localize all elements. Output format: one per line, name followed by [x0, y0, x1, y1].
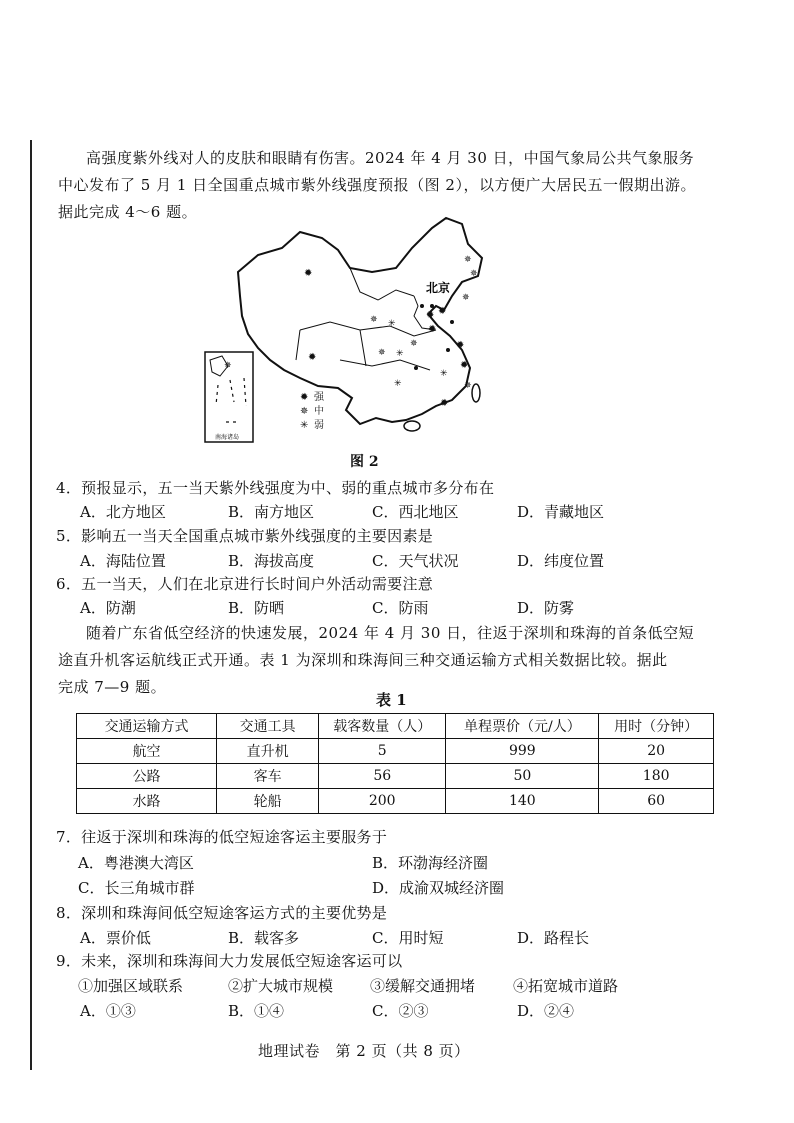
question-9-option-a: A．①③ — [80, 1002, 136, 1020]
question-6-option-a: A．防潮 — [80, 599, 136, 617]
figure-caption: 图 2 — [350, 454, 379, 470]
city-dot — [420, 304, 424, 308]
intro-text-3: 据此完成 4～6 题。 — [58, 203, 198, 221]
table-cell: 客车 — [217, 764, 319, 789]
intro-text-2: 中心发布了 5 月 1 日全国重点城市紫外线强度预报（图 2），以方便广大居民五一假期出游。 — [58, 176, 696, 194]
table-title: 表 1 — [376, 691, 407, 709]
legend-weak-label: 弱 — [314, 420, 324, 431]
intro2-line-2 — [58, 647, 698, 674]
question-7-option-c: C．长三角城市群 — [78, 879, 195, 897]
table-cell: 5 — [319, 739, 446, 764]
page-margin-line — [30, 140, 32, 1070]
beijing-label: 北京 — [426, 281, 451, 295]
table-cell: 水路 — [77, 789, 217, 814]
uv-strong-symbol: ✹ — [426, 310, 435, 321]
table-cell: 20 — [599, 739, 714, 764]
question-9-option-b: B．①④ — [228, 1002, 285, 1020]
question-4-option-c: C．西北地区 — [372, 503, 459, 521]
table-cell: 50 — [446, 764, 599, 789]
uv-strong-symbol: ✹ — [456, 340, 465, 351]
question-5-option-c: C．天气状况 — [372, 552, 459, 570]
inset-label: 南海诸岛 — [214, 434, 240, 441]
uv-strong-symbol: ✹ — [460, 360, 469, 371]
uv-weak-symbol: ✳ — [440, 369, 448, 379]
question-8-stem: 8．深圳和珠海间低空短途客运方式的主要优势是 — [56, 904, 388, 922]
table-header-cell: 交通运输方式 — [77, 714, 217, 739]
question-6-stem: 6．五一当天，人们在北京进行长时间户外活动需要注意 — [56, 575, 434, 593]
question-6-option-c: C．防雨 — [372, 599, 429, 617]
table-cell: 直升机 — [217, 739, 319, 764]
sun-medium-icon: ✵ — [300, 406, 309, 417]
table-cell: 200 — [319, 789, 446, 814]
uv-medium-symbol: ✵ — [462, 293, 470, 303]
uv-strong-symbol: ✹ — [438, 306, 447, 317]
uv-medium-symbol: ✵ — [464, 255, 472, 265]
uv-medium-symbol: ✵ — [410, 339, 418, 349]
uv-medium-symbol: ✵ — [378, 348, 386, 358]
uv-weak-symbol: ✳ — [394, 379, 402, 389]
table-header-cell: 单程票价（元/人） — [446, 714, 599, 739]
uv-medium-symbol: ✵ — [470, 269, 478, 279]
question-6-option-d: D．防雾 — [517, 599, 575, 617]
uv-strong-symbol: ✹ — [308, 352, 317, 363]
question-9-stem: 9．未来，深圳和珠海间大力发展低空短途客运可以 — [56, 952, 403, 970]
table-header-row — [77, 714, 714, 739]
table-cell: 公路 — [77, 764, 217, 789]
table-cell: 航空 — [77, 739, 217, 764]
intro2-line-1 — [58, 620, 698, 647]
china-outline — [238, 218, 482, 424]
question-7-option-d: D．成渝双城经济圈 — [372, 879, 505, 897]
transport-comparison-table — [76, 713, 714, 814]
question-4-option-b: B．南方地区 — [228, 503, 315, 521]
intro2-text-2: 途直升机客运航线正式开通。表 1 为深圳和珠海间三种交通运输方式相关数据比较。据此 — [58, 651, 668, 669]
intro2-text-3: 完成 7—9 题。 — [58, 678, 167, 696]
uv-strong-symbol: ✹ — [440, 398, 449, 409]
question-5-option-d: D．纬度位置 — [517, 552, 605, 570]
question-9-statement-1: ①加强区域联系 — [78, 977, 184, 995]
city-dot — [450, 320, 454, 324]
intro-text-1: 高强度紫外线对人的皮肤和眼睛有伤害。2024 年 4 月 30 日，中国气象局公共气象服务 — [86, 149, 695, 167]
table-header-cell: 载客数量（人） — [319, 714, 446, 739]
city-dot — [446, 348, 450, 352]
table-row — [77, 764, 714, 789]
table-row — [77, 789, 714, 814]
question-6-option-b: B．防晒 — [228, 599, 285, 617]
question-8-option-c: C．用时短 — [372, 929, 444, 947]
uv-medium-symbol: ✵ — [464, 381, 472, 391]
legend-medium-label: 中 — [314, 406, 324, 417]
page-footer: 地理试卷 第 2 页（共 8 页） — [258, 1042, 470, 1060]
question-4-option-d: D．青藏地区 — [517, 503, 605, 521]
intro-line-2 — [58, 172, 698, 199]
question-4-option-a: A．北方地区 — [80, 503, 166, 521]
intro-line-1 — [58, 145, 698, 172]
taiwan-island — [472, 384, 480, 402]
legend-strong-label: 强 — [314, 392, 324, 403]
uv-strong-symbol: ✹ — [304, 268, 313, 279]
question-7-option-b: B．环渤海经济圈 — [372, 854, 489, 872]
inset-sun-icon: ✵ — [224, 361, 232, 371]
uv-weak-symbol: ✳ — [396, 349, 404, 359]
question-9-statement-4: ④拓宽城市道路 — [513, 977, 619, 995]
sun-strong-icon: ✹ — [300, 392, 309, 403]
question-8-option-a: A．票价低 — [80, 929, 151, 947]
question-7-option-a: A．粤港澳大湾区 — [78, 854, 194, 872]
hainan-island — [404, 421, 420, 431]
question-4-stem: 4．预报显示，五一当天紫外线强度为中、弱的重点城市多分布在 — [56, 479, 495, 497]
question-8-option-b: B．载客多 — [228, 929, 300, 947]
question-5-option-a: A．海陆位置 — [80, 552, 166, 570]
question-9-option-d: D．②④ — [517, 1002, 575, 1020]
table-header-cell: 用时（分钟） — [599, 714, 714, 739]
question-9-option-c: C．②③ — [372, 1002, 429, 1020]
table-cell: 180 — [599, 764, 714, 789]
table-cell: 轮船 — [217, 789, 319, 814]
uv-weak-symbol: ✳ — [388, 319, 396, 329]
sun-weak-icon: ✳ — [300, 420, 309, 431]
table-cell: 60 — [599, 789, 714, 814]
uv-medium-symbol: ✵ — [370, 315, 378, 325]
question-5-option-b: B．海拔高度 — [228, 552, 315, 570]
question-7-stem: 7．往返于深圳和珠海的低空短途客运主要服务于 — [56, 828, 388, 846]
intro2-text-1: 随着广东省低空经济的快速发展，2024 年 4 月 30 日，往返于深圳和珠海的首条低空短 — [86, 624, 695, 642]
table-header-cell: 交通工具 — [217, 714, 319, 739]
city-dot — [430, 304, 434, 308]
table-cell: 140 — [446, 789, 599, 814]
table-cell: 56 — [319, 764, 446, 789]
question-9-statement-3: ③缓解交通拥堵 — [370, 977, 476, 995]
city-dot — [414, 366, 418, 370]
map-legend — [300, 391, 325, 431]
table-cell: 999 — [446, 739, 599, 764]
table-row — [77, 739, 714, 764]
uv-strong-symbol: ✹ — [428, 324, 437, 335]
question-5-stem: 5．影响五一当天全国重点城市紫外线强度的主要因素是 — [56, 527, 434, 545]
uv-forecast-map — [200, 210, 500, 445]
question-8-option-d: D．路程长 — [517, 929, 590, 947]
question-9-statement-2: ②扩大城市规模 — [228, 977, 334, 995]
